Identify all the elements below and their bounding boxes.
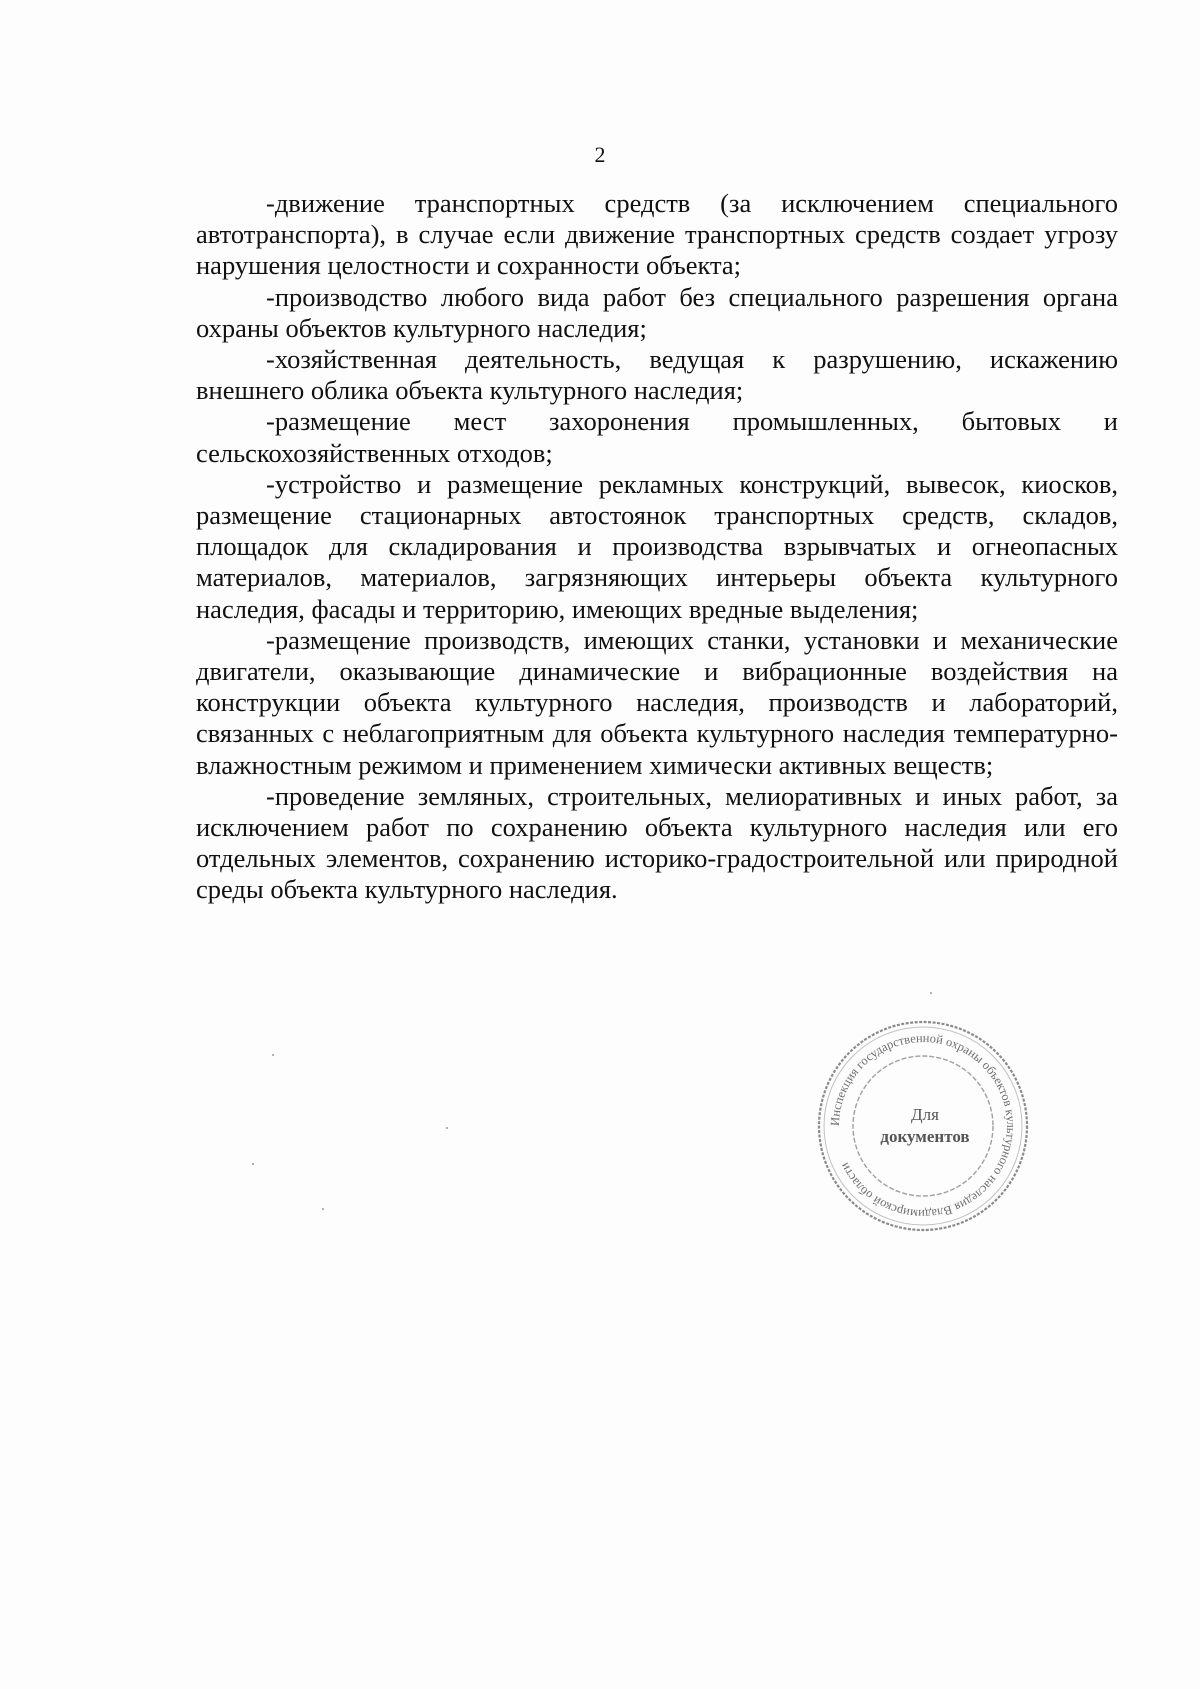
paragraph-works-without-permit: -производство любого вида работ без специального разрешения органа охраны объектов культурного наследия; xyxy=(196,281,1118,343)
official-stamp xyxy=(814,1017,1032,1235)
stamp-seal-graphic xyxy=(814,1017,1032,1235)
scan-speck xyxy=(446,1127,448,1129)
page-number: 2 xyxy=(594,142,606,167)
paragraph-advertising-structures: -устройство и размещение рекламных конструкций, вывесок, киосков, размещение стационарных автостоянок транспортных средств, складов, площадок для складирования и производства взрывчатых и огнеопасных материалов, материалов, загрязняющих интерьеры объекта культурного наследия, фасады и территорию, имеющих вредные выделения; xyxy=(196,468,1118,624)
stamp-ring-text: Инспекция государственной охраны объектов культурного наследия Владимирской области xyxy=(827,1030,1019,1222)
scan-speck xyxy=(930,992,932,994)
paragraph-vehicle-traffic: -движение транспортных средств (за исключением специального автотранспорта), в случае если движение транспортных средств создает угрозу нарушения целостности и сохранности объекта; xyxy=(196,188,1118,281)
paragraph-industrial-production: -размещение производств, имеющих станки, установки и механические двигатели, оказывающие динамические и вибрационные воздействия на конструкции объекта культурного наследия, производств и лабораторий, связанных с неблагоприятным для объекта культурного наследия температурно-влажностным режимом и применением химически активных веществ; xyxy=(196,624,1118,780)
scan-speck xyxy=(322,1208,324,1210)
paragraph-earth-works: -проведение земляных, строительных, мелиоративных и иных работ, за исключением работ по сохранению объекта культурного наследия или его отдельных элементов, сохранению историко-градостроительной или природной среды объекта культурного наследия. xyxy=(196,780,1118,905)
scan-speck xyxy=(272,1054,274,1056)
scan-speck xyxy=(252,1163,254,1165)
paragraph-economic-activity: -хозяйственная деятельность, ведущая к разрушению, искажению внешнего облика объекта культурного наследия; xyxy=(196,344,1118,406)
document-body xyxy=(196,188,1118,906)
paragraph-waste-disposal: -размещение мест захоронения промышленных, бытовых и сельскохозяйственных отходов; xyxy=(196,406,1118,468)
stamp-center-line-2: документов xyxy=(880,1127,970,1146)
stamp-center-line-1: Для xyxy=(911,1105,939,1124)
